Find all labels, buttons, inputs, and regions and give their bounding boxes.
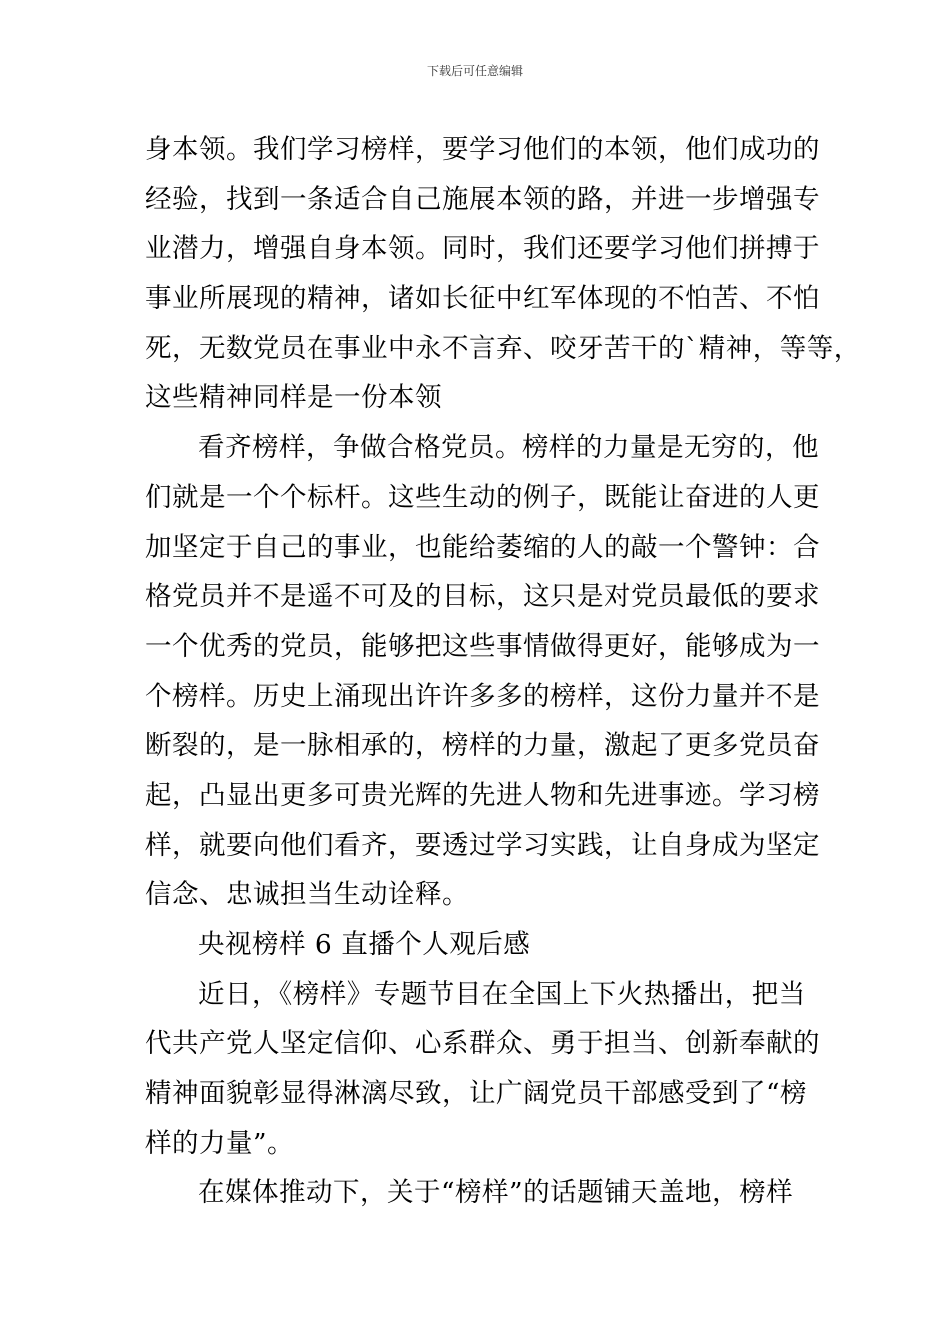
text-line: 信念、忠诚担当生动诠释。 [145, 879, 469, 911]
text-line: 一个优秀的党员，能够把这些事情做得更好，能够成为一 [145, 630, 820, 662]
text-line: 代共产党人坚定信仰、心系群众、勇于担当、创新奉献的 [145, 1028, 820, 1060]
text-line: 样，就要向他们看齐，要透过学习实践，让自身成为坚定 [145, 829, 820, 861]
paragraph-start-line: 看齐榜样，争做合格党员。榜样的力量是无穷的，他 [198, 432, 819, 464]
text-line: 样的力量”。 [145, 1127, 295, 1159]
text-line: 断裂的，是一脉相承的，榜样的力量，激起了更多党员奋 [145, 730, 820, 762]
text-line: 业潜力，增强自身本领。同时，我们还要学习他们拼搏于 [145, 233, 820, 265]
text-line: 加坚定于自己的事业，也能给萎缩的人的敲一个警钟：合 [145, 531, 820, 563]
text-line: 身本领。我们学习榜样，要学习他们的本领，他们成功的 [145, 134, 820, 165]
text-line: 精神面貌彰显得淋漓尽致，让广阔党员干部感受到了“榜 [145, 1078, 808, 1110]
text-line: 事业所展现的精神，诸如长征中红军体现的不怕苦、不怕 [145, 283, 820, 315]
text-line: 死，无数党员在事业中永不言弃、咬牙苦干的`精神，等等， [145, 332, 861, 364]
page-header: 下载后可任意编辑 [426, 64, 523, 78]
text-line: 这些精神同样是一份本领 [145, 382, 442, 414]
paragraph-start-line: 在媒体推动下，关于“榜样”的话题铺天盖地，榜样 [198, 1177, 794, 1209]
text-line: 们就是一个个标杆。这些生动的例子，既能让奋进的人更 [145, 481, 820, 513]
document-body [145, 125, 861, 1218]
paragraph-start-line: 近日，《榜样》专题节目在全国上下火热播出，把当 [198, 978, 806, 1010]
section-title: 央视榜样 6 直播个人观后感 [198, 929, 531, 960]
text-line: 格党员并不是遥不可及的目标，这只是对党员最低的要求 [145, 581, 820, 613]
text-line: 起，凸显出更多可贵光辉的先进人物和先进事迹。学习榜 [145, 779, 820, 811]
text-line: 经验，找到一条适合自己施展本领的路，并进一步增强专 [145, 183, 820, 215]
text-line: 个榜样。历史上涌现出许许多多的榜样，这份力量并不是 [145, 680, 820, 712]
